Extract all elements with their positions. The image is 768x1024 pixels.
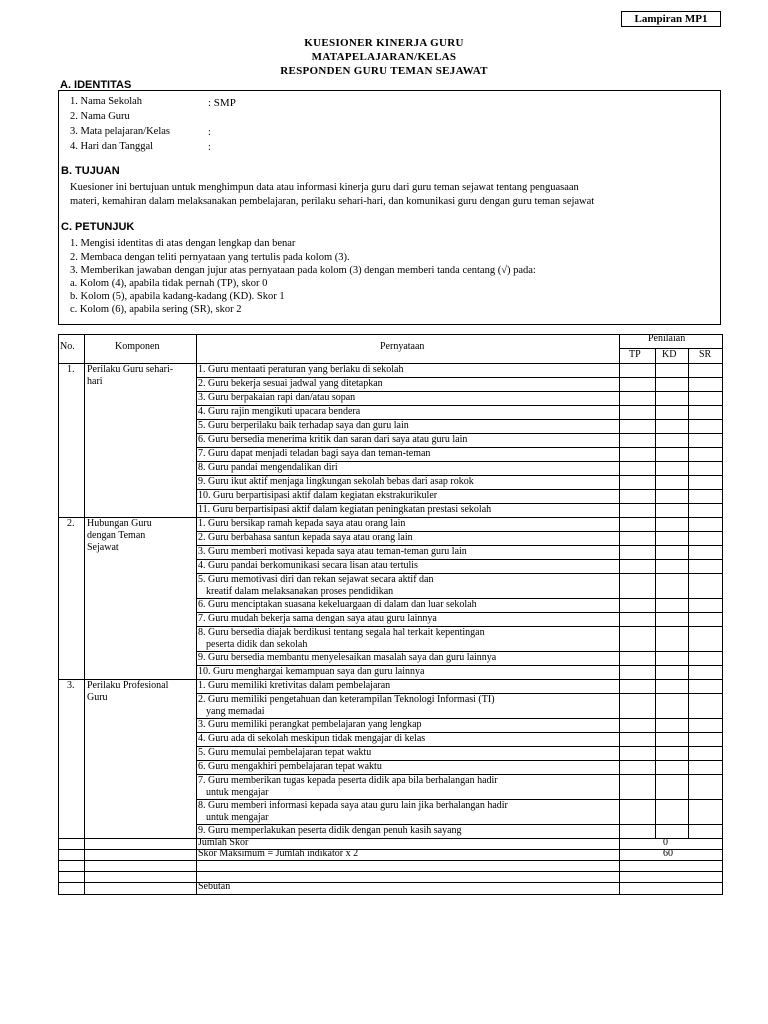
summary-rule bbox=[58, 894, 722, 895]
summary-label: Skor Maksimum = Jumlah indikator x 2 bbox=[198, 848, 359, 859]
rating-cell-kd[interactable] bbox=[656, 476, 688, 489]
field-label-date: 4. Hari dan Tanggal bbox=[70, 141, 154, 152]
rating-cell-tp[interactable] bbox=[620, 761, 655, 774]
group-number: 2. bbox=[67, 518, 75, 529]
rating-cell-sr[interactable] bbox=[689, 392, 722, 405]
group-component: Perilaku Profesional bbox=[87, 680, 169, 691]
statement-text: 8. Guru memberi informasi kepada saya atau guru lain jika berhalangan hadir bbox=[198, 800, 508, 811]
rating-cell-tp[interactable] bbox=[620, 406, 655, 419]
rating-cell-sr[interactable] bbox=[689, 652, 722, 665]
rating-cell-sr[interactable] bbox=[689, 666, 722, 679]
summary-label: Jumlah Skor bbox=[198, 837, 249, 848]
rating-cell-kd[interactable] bbox=[656, 532, 688, 545]
statement-text: 2. Guru berbahasa santun kepada saya atau orang lain bbox=[198, 532, 413, 543]
rating-cell-tp[interactable] bbox=[620, 733, 655, 746]
field-label-teacher: 2. Nama Guru bbox=[70, 111, 130, 122]
statement-text: 11. Guru berpartisipasi aktif dalam kegiatan peningkatan prestasi sekolah bbox=[198, 504, 492, 515]
statement-text: 2. Guru memiliki pengetahuan dan keterampilan Teknologi Informasi (TI) bbox=[198, 694, 495, 705]
statement-text: 8. Guru pandai mengendalikan diri bbox=[198, 462, 338, 473]
header-kd: KD bbox=[662, 349, 677, 360]
rating-cell-kd[interactable] bbox=[656, 652, 688, 665]
summary-value: 0 bbox=[663, 837, 668, 848]
statement-text: 7. Guru mudah bekerja sama dengan saya atau guru lainnya bbox=[198, 613, 437, 624]
rating-cell-sr[interactable] bbox=[689, 532, 722, 545]
statement-text: yang memadai bbox=[206, 706, 265, 717]
rating-cell-kd[interactable] bbox=[656, 761, 688, 774]
rating-cell-kd[interactable] bbox=[656, 733, 688, 746]
purpose-line-2: materi, kemahiran dalam melaksanakan pembelajaran, perilaku sehari-hari, dan komunikasi guru dengan guru teman sejawat bbox=[70, 196, 595, 207]
header-component: Komponen bbox=[115, 341, 160, 352]
rating-cell-kd[interactable] bbox=[656, 392, 688, 405]
rating-cell-kd[interactable] bbox=[656, 694, 688, 718]
rating-cell-kd[interactable] bbox=[656, 775, 688, 799]
title-line-3: RESPONDEN GURU TEMAN SEJAWAT bbox=[280, 65, 488, 77]
rating-cell-sr[interactable] bbox=[689, 378, 722, 391]
rating-cell-tp[interactable] bbox=[620, 775, 655, 799]
rating-cell-tp[interactable] bbox=[620, 694, 655, 718]
instruction-line-4: a. Kolom (4), apabila tidak pernah (TP), skor 0 bbox=[70, 278, 268, 289]
table-left-rule bbox=[58, 334, 59, 895]
statement-text: 5. Guru berperilaku baik terhadap saya dan guru lain bbox=[198, 420, 409, 431]
rating-cell-kd[interactable] bbox=[656, 504, 688, 517]
rating-cell-sr[interactable] bbox=[689, 733, 722, 746]
title-line-2: MATAPELAJARAN/KELAS bbox=[311, 51, 457, 63]
questionnaire-table bbox=[58, 334, 722, 901]
field-value-date[interactable]: : bbox=[208, 142, 211, 153]
summary-rule bbox=[58, 860, 722, 861]
statement-text: 5. Guru memotivasi diri dan rekan sejawat secara aktif dan bbox=[198, 574, 434, 585]
instruction-line-5: b. Kolom (5), apabila kadang-kadang (KD). Skor 1 bbox=[70, 291, 285, 302]
rating-cell-sr[interactable] bbox=[689, 448, 722, 461]
rating-cell-tp[interactable] bbox=[620, 434, 655, 447]
statement-text: 9. Guru ikut aktif menjaga lingkungan sekolah bebas dari asap rokok bbox=[198, 476, 474, 487]
summary-rule bbox=[58, 882, 722, 883]
rating-cell-sr[interactable] bbox=[689, 775, 722, 799]
rating-cell-kd[interactable] bbox=[656, 420, 688, 433]
rating-cell-tp[interactable] bbox=[620, 599, 655, 612]
title-line-1: KUESIONER KINERJA GURU bbox=[304, 37, 464, 49]
statement-text: 10. Guru menghargai kemampuan saya dan guru lainnya bbox=[198, 666, 425, 677]
rating-cell-sr[interactable] bbox=[689, 747, 722, 760]
field-value-subject[interactable]: : bbox=[208, 127, 211, 138]
summary-rule bbox=[58, 849, 722, 850]
statement-text: 2. Guru bekerja sesuai jadwal yang ditetapkan bbox=[198, 378, 383, 389]
statement-text: 4. Guru rajin mengikuti upacara bendera bbox=[198, 406, 361, 417]
col-component-rule bbox=[196, 334, 197, 895]
rating-cell-tp[interactable] bbox=[620, 747, 655, 760]
rating-cell-kd[interactable] bbox=[656, 406, 688, 419]
rating-cell-tp[interactable] bbox=[620, 420, 655, 433]
rating-cell-sr[interactable] bbox=[689, 761, 722, 774]
rating-cell-kd[interactable] bbox=[656, 434, 688, 447]
rating-cell-sr[interactable] bbox=[689, 599, 722, 612]
header-sr: SR bbox=[699, 349, 712, 360]
rating-cell-tp[interactable] bbox=[620, 719, 655, 732]
group-component: Hubungan Guru bbox=[87, 518, 152, 529]
summary-label: Sebutan bbox=[198, 881, 231, 892]
group-component: hari bbox=[87, 376, 103, 387]
statement-text: 1. Guru mentaati peraturan yang berlaku di sekolah bbox=[198, 364, 404, 375]
table-right-rule bbox=[722, 334, 723, 895]
summary-value: 60 bbox=[663, 848, 673, 859]
statement-text: 8. Guru bersedia diajak berdikusi tentang segala hal terkait kepentingan bbox=[198, 627, 485, 638]
rating-cell-sr[interactable] bbox=[689, 613, 722, 626]
statement-text: untuk mengajar bbox=[206, 812, 269, 823]
info-box bbox=[58, 90, 721, 325]
statement-text: 9. Guru bersedia membantu menyelesaikan masalah saya dan guru lainnya bbox=[198, 652, 497, 663]
rating-cell-sr[interactable] bbox=[689, 560, 722, 573]
rating-cell-tp[interactable] bbox=[620, 476, 655, 489]
rating-cell-tp[interactable] bbox=[620, 560, 655, 573]
rating-cell-sr[interactable] bbox=[689, 546, 722, 559]
rating-cell-tp[interactable] bbox=[620, 680, 655, 693]
rating-cell-sr[interactable] bbox=[689, 825, 722, 838]
group-component: Guru bbox=[87, 692, 108, 703]
rating-cell-tp[interactable] bbox=[620, 448, 655, 461]
rating-cell-tp[interactable] bbox=[620, 490, 655, 503]
field-value-school[interactable]: : SMP bbox=[208, 97, 236, 109]
rating-cell-tp[interactable] bbox=[620, 613, 655, 626]
statement-text: peserta didik dan sekolah bbox=[206, 639, 308, 650]
summary-rule bbox=[58, 838, 722, 839]
rating-cell-sr[interactable] bbox=[689, 680, 722, 693]
rating-cell-tp[interactable] bbox=[620, 627, 655, 651]
statement-text: 7. Guru dapat menjadi teladan bagi saya dan teman-teman bbox=[198, 448, 431, 459]
header-no: No. bbox=[60, 341, 75, 352]
rating-cell-kd[interactable] bbox=[656, 462, 688, 475]
field-label-subject: 3. Mata pelajaran/Kelas bbox=[70, 126, 170, 137]
rating-cell-kd[interactable] bbox=[656, 546, 688, 559]
rating-cell-sr[interactable] bbox=[689, 800, 722, 824]
group-component: dengan Teman bbox=[87, 530, 146, 541]
rating-cell-sr[interactable] bbox=[689, 406, 722, 419]
summary-rule bbox=[58, 871, 722, 872]
rating-cell-tp[interactable] bbox=[620, 652, 655, 665]
rating-cell-tp[interactable] bbox=[620, 666, 655, 679]
statement-text: 5. Guru memulai pembelajaran tepat waktu bbox=[198, 747, 372, 758]
rating-cell-sr[interactable] bbox=[689, 627, 722, 651]
rating-cell-kd[interactable] bbox=[656, 574, 688, 598]
statement-text: 6. Guru bersedia menerima kritik dan saran dari saya atau guru lain bbox=[198, 434, 468, 445]
purpose-line-1: Kuesioner ini bertujuan untuk menghimpun data atau informasi kinerja guru dari guru teman sejawat tentang penguasaan bbox=[70, 182, 579, 193]
instruction-line-3: 3. Memberikan jawaban dengan jujur atas pernyataan pada kolom (3) dengan memberi tanda centang (√) pada: bbox=[70, 265, 536, 276]
rating-cell-kd[interactable] bbox=[656, 680, 688, 693]
identity-heading: A. IDENTITAS bbox=[60, 79, 132, 91]
rating-cell-kd[interactable] bbox=[656, 613, 688, 626]
rating-cell-sr[interactable] bbox=[689, 490, 722, 503]
purpose-heading: B. TUJUAN bbox=[61, 165, 120, 177]
table-top-rule bbox=[58, 334, 722, 335]
field-label-school: 1. Nama Sekolah bbox=[70, 96, 143, 107]
statement-text: 9. Guru memperlakukan peserta didik dengan penuh kasih sayang bbox=[198, 825, 462, 836]
rating-cell-tp[interactable] bbox=[620, 462, 655, 475]
instruction-line-2: 2. Membaca dengan teliti pernyataan yang tertulis pada kolom (3). bbox=[70, 252, 350, 263]
rating-cell-kd[interactable] bbox=[656, 378, 688, 391]
rating-cell-tp[interactable] bbox=[620, 392, 655, 405]
rating-cell-tp[interactable] bbox=[620, 800, 655, 824]
rating-cell-sr[interactable] bbox=[689, 518, 722, 531]
rating-cell-kd[interactable] bbox=[656, 364, 688, 377]
header-tp: TP bbox=[629, 349, 641, 360]
rating-cell-tp[interactable] bbox=[620, 546, 655, 559]
rating-cell-kd[interactable] bbox=[656, 800, 688, 824]
rating-cell-sr[interactable] bbox=[689, 364, 722, 377]
rating-cell-sr[interactable] bbox=[689, 476, 722, 489]
rating-cell-kd[interactable] bbox=[656, 599, 688, 612]
attachment-label: Lampiran MP1 bbox=[621, 11, 721, 27]
rating-cell-tp[interactable] bbox=[620, 825, 655, 838]
statement-text: 3. Guru berpakaian rapi dan/atau sopan bbox=[198, 392, 356, 403]
rating-cell-kd[interactable] bbox=[656, 448, 688, 461]
statement-text: untuk mengajar bbox=[206, 787, 269, 798]
rating-cell-tp[interactable] bbox=[620, 532, 655, 545]
statement-text: 10. Guru berpartisipasi aktif dalam kegiatan ekstrakurikuler bbox=[198, 490, 438, 501]
group-component: Sejawat bbox=[87, 542, 119, 553]
statement-text: 1. Guru memiliki kretivitas dalam pembelajaran bbox=[198, 680, 391, 691]
rating-cell-tp[interactable] bbox=[620, 504, 655, 517]
rating-cell-kd[interactable] bbox=[656, 560, 688, 573]
statement-text: 6. Guru mengakhiri pembelajaran tepat waktu bbox=[198, 761, 382, 772]
instruction-line-1: 1. Mengisi identitas di atas dengan lengkap dan benar bbox=[70, 238, 296, 249]
statement-text: 3. Guru memiliki perangkat pembelajaran yang lengkap bbox=[198, 719, 422, 730]
rating-cell-tp[interactable] bbox=[620, 378, 655, 391]
rating-cell-sr[interactable] bbox=[689, 574, 722, 598]
statement-text: 1. Guru bersikap ramah kepada saya atau orang lain bbox=[198, 518, 406, 529]
statement-text: kreatif dalam melaksanakan proses pendidikan bbox=[206, 586, 394, 597]
rating-cell-kd[interactable] bbox=[656, 666, 688, 679]
header-statement: Pernyataan bbox=[380, 341, 425, 352]
rating-cell-kd[interactable] bbox=[656, 490, 688, 503]
rating-cell-sr[interactable] bbox=[689, 504, 722, 517]
rating-cell-tp[interactable] bbox=[620, 364, 655, 377]
col-no-rule bbox=[84, 334, 85, 895]
rating-cell-kd[interactable] bbox=[656, 518, 688, 531]
rating-cell-sr[interactable] bbox=[689, 434, 722, 447]
rating-cell-tp[interactable] bbox=[620, 518, 655, 531]
rating-cell-tp[interactable] bbox=[620, 574, 655, 598]
group-component: Perilaku Guru sehari- bbox=[87, 364, 174, 375]
rating-cell-sr[interactable] bbox=[689, 420, 722, 433]
statement-text: 6. Guru menciptakan suasana kekeluargaan di dalam dan luar sekolah bbox=[198, 599, 477, 610]
group-number: 1. bbox=[67, 364, 75, 375]
instruction-line-6: c. Kolom (6), apabila sering (SR), skor 2 bbox=[70, 304, 242, 315]
group-number: 3. bbox=[67, 680, 75, 691]
header-rating: Penilaian bbox=[648, 333, 686, 344]
instructions-heading: C. PETUNJUK bbox=[61, 221, 135, 233]
rating-cell-kd[interactable] bbox=[656, 627, 688, 651]
statement-text: 4. Guru ada di sekolah meskipun tidak mengajar di kelas bbox=[198, 733, 426, 744]
rating-cell-sr[interactable] bbox=[689, 694, 722, 718]
rating-cell-sr[interactable] bbox=[689, 462, 722, 475]
statement-text: 7. Guru memberikan tugas kepada peserta didik apa bila berhalangan hadir bbox=[198, 775, 498, 786]
statement-text: 4. Guru pandai berkomunikasi secara lisan atau tertulis bbox=[198, 560, 418, 571]
rating-cell-kd[interactable] bbox=[656, 825, 688, 838]
rating-cell-kd[interactable] bbox=[656, 719, 688, 732]
rating-cell-sr[interactable] bbox=[689, 719, 722, 732]
statement-text: 3. Guru memberi motivasi kepada saya atau teman-teman guru lain bbox=[198, 546, 467, 557]
rating-cell-kd[interactable] bbox=[656, 747, 688, 760]
